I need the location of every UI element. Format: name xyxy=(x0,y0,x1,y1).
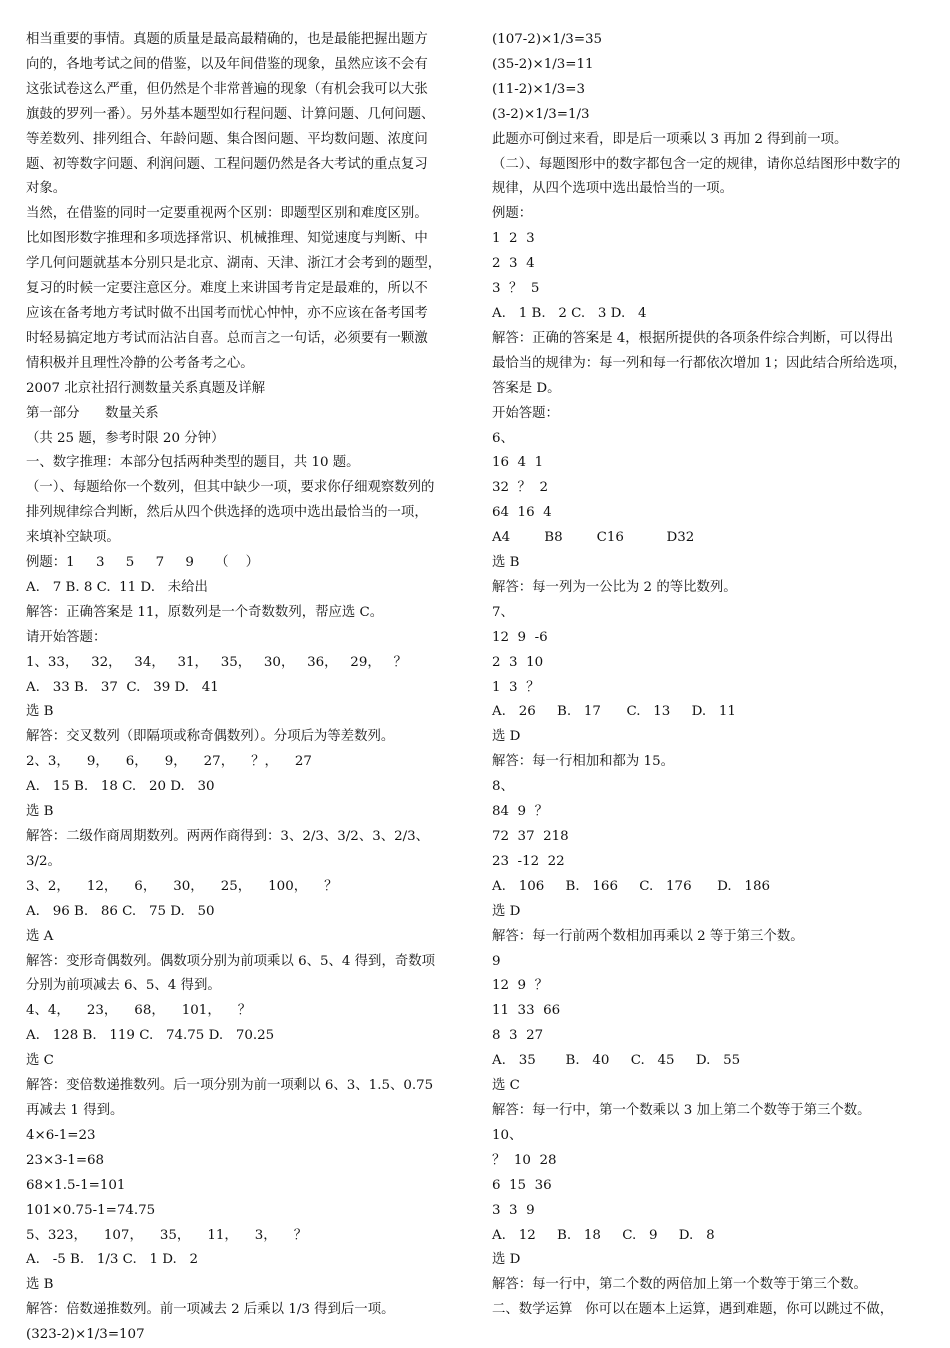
text-line: (107-2)×1/3=35 xyxy=(492,32,603,47)
text-line: 2 3 4 xyxy=(492,256,535,272)
text-line: 比如图形数字推理和多项选择常识、机械推理、知觉速度与判断、中 xyxy=(26,231,428,247)
text-line: 6 15 36 xyxy=(492,1177,552,1193)
text-line: 开始答题： xyxy=(492,405,559,421)
text-line: 11 33 66 xyxy=(492,1003,561,1019)
text-line: 此题亦可倒过来看，即是后一项乘以 3 再加 2 得到前一项。 xyxy=(492,131,848,147)
text-line: 12 9 -6 xyxy=(492,629,548,645)
text-line: 解答：正确答案是 11，原数列是一个奇数数列，帮应选 C。 xyxy=(26,604,384,620)
text-line: ？ 10 28 xyxy=(492,1152,557,1168)
text-line: 最恰当的规律为：每一列和每一行都依次增加 1；因此结合所给选项， xyxy=(492,355,907,371)
text-line: 101×0.75-1=74.75 xyxy=(26,1202,156,1218)
text-line: 1 2 3 xyxy=(492,231,535,247)
text-line: 10、 xyxy=(492,1127,523,1143)
text-line: 解答：变形奇偶数列。偶数项分别为前项乘以 6、5、4 得到，奇数项 xyxy=(26,953,436,969)
text-line: 例题：1 3 5 7 9 （ ） xyxy=(26,555,259,571)
text-line: 3 3 9 xyxy=(492,1202,535,1218)
text-line: 5、323， 107， 35， 11， 3， ？ xyxy=(26,1227,308,1243)
text-line: (3-2)×1/3=1/3 xyxy=(492,106,590,122)
text-line: A. 106 B. 166 C. 176 D. 186 xyxy=(492,878,770,894)
text-line: 1 3 ？ xyxy=(492,679,540,695)
text-line: 例题： xyxy=(492,206,533,222)
text-line: 旗鼓的罗列一番）。另外基本题型如行程问题、计算问题、几何问题、 xyxy=(26,106,435,122)
text-line: A. 26 B. 17 C. 13 D. 11 xyxy=(492,704,736,720)
text-line: 对象。 xyxy=(26,181,67,197)
text-line: 选 B xyxy=(26,804,54,820)
text-line: A. 96 B. 86 C. 75 D. 50 xyxy=(26,903,215,919)
text-line: 当然，在借鉴的同时一定要重视两个区别：即题型区别和难度区别。 xyxy=(26,206,428,222)
text-line: 分别为前项减去 6、5、4 得到。 xyxy=(26,978,221,994)
text-line: 12 9 ？ xyxy=(492,978,548,994)
text-line: 84 9 ？ xyxy=(492,804,548,820)
text-line: 这张试卷这么严重，但仍然是个非常普遍的现象（有机会我可以大张 xyxy=(26,81,428,97)
text-line: 来填补空缺项。 xyxy=(26,530,120,546)
text-line: A. 128 B. 119 C. 74.75 D. 70.25 xyxy=(26,1028,275,1044)
text-line: 选 D xyxy=(492,903,521,919)
text-line: 4、4， 23， 68， 101， ？ xyxy=(26,1003,252,1019)
text-line: 2、3， 9， 6， 9， 27， ？， 27 xyxy=(26,754,312,770)
text-line: 规律，从四个选项中选出最恰当的一项。 xyxy=(492,181,734,197)
text-line: 3 ？ 5 xyxy=(492,281,540,297)
text-line: 选 B xyxy=(492,555,520,571)
text-line: 选 B xyxy=(26,704,54,720)
text-line: 解答：正确的答案是 4，根据所提供的各项条件综合判断，可以得出 xyxy=(492,330,894,346)
text-line: 选 D xyxy=(492,729,521,745)
text-line: 向的，各地考试之间的借鉴，以及年间借鉴的现象，虽然应该不会有 xyxy=(26,56,428,72)
text-line: 题、初等数字问题、利润问题、工程问题仍然是各大考试的重点复习 xyxy=(26,156,428,172)
text-line: 9 xyxy=(492,953,501,969)
left-column xyxy=(26,28,462,1348)
text-line: 时轻易搞定地方考试而沾沾自喜。总而言之一句话，必须要有一颗激 xyxy=(26,330,428,346)
text-line: 请开始答题： xyxy=(26,629,107,645)
text-line: 一、数字推理：本部分包括两种类型的题目，共 10 题。 xyxy=(26,455,360,471)
text-line: 二、数学运算 你可以在题本上运算，遇到难题，你可以跳过不做， xyxy=(492,1302,894,1318)
text-line: 16 4 1 xyxy=(492,455,544,471)
text-line: （一）、每题给你一个数列，但其中缺少一项，要求你仔细观察数列的 xyxy=(26,480,435,496)
text-line: 解答：每一行中，第一个数乘以 3 加上第二个数等于第三个数。 xyxy=(492,1102,871,1118)
text-line: 解答：变倍数递推数列。后一项分别为前一项剩以 6、3、1.5、0.75 xyxy=(26,1078,434,1094)
text-line: A. 1 B. 2 C. 3 D. 4 xyxy=(492,305,647,321)
text-line: A. 15 B. 18 C. 20 D. 30 xyxy=(26,779,215,795)
text-line: 解答：每一行中，第二个数的两倍加上第一个数等于第三个数。 xyxy=(492,1277,867,1293)
text-line: 解答：倍数递推数列。前一项减去 2 后乘以 1/3 得到后一项。 xyxy=(26,1302,395,1318)
text-line: 应该在备考地方考试时做不出国考而忧心忡忡，亦不应该在备考国考 xyxy=(26,305,428,321)
text-line: 选 C xyxy=(26,1053,54,1069)
text-line: （共 25 题，参考时限 20 分钟） xyxy=(26,430,225,446)
text-line: A. 35 B. 40 C. 45 D. 55 xyxy=(492,1053,741,1069)
text-line: (35-2)×1/3=11 xyxy=(492,56,594,72)
text-line: 解答：每一行前两个数相加再乘以 2 等于第三个数。 xyxy=(492,928,804,944)
text-line: 解答：每一行相加和都为 15。 xyxy=(492,754,674,770)
text-line: 3、2， 12， 6， 30， 25， 100， ？ xyxy=(26,878,338,894)
text-line: 23 -12 22 xyxy=(492,853,565,869)
text-line: 64 16 4 xyxy=(492,505,552,521)
text-line: 复习的时候一定要注意区分。难度上来讲国考肯定是最难的，所以不 xyxy=(26,281,428,297)
text-line: （二）、每题图形中的数字都包含一定的规律，请你总结图形中数字的 xyxy=(492,156,901,172)
text-line: 6、 xyxy=(492,430,514,446)
text-line: 4×6-1=23 xyxy=(26,1127,96,1143)
text-line: 第一部分 数量关系 xyxy=(26,405,159,421)
text-line: 答案是 D。 xyxy=(492,380,561,396)
text-line: 8 3 27 xyxy=(492,1028,544,1044)
text-line: 2 3 10 xyxy=(492,654,544,670)
text-line: 选 B xyxy=(26,1277,54,1293)
text-line: (11-2)×1/3=3 xyxy=(492,81,586,97)
text-line: 解答：二级作商周期数列。两两作商得到：3、2/3、3/2、3、2/3、3/2。 xyxy=(26,829,430,869)
text-line: A. 33 B. 37 C. 39 D. 41 xyxy=(26,679,219,695)
text-line: A. -5 B. 1/3 C. 1 D. 2 xyxy=(26,1252,199,1268)
text-line: 1、33， 32， 34， 31， 35， 30， 36， 29， ？ xyxy=(26,654,407,670)
text-line: 再减去 1 得到。 xyxy=(26,1102,124,1118)
text-line: 解答：每一列为一公比为 2 的等比数列。 xyxy=(492,579,737,595)
text-line: 选 A xyxy=(26,928,54,944)
text-line: A. 12 B. 18 C. 9 D. 8 xyxy=(492,1227,715,1243)
text-line: 68×1.5-1=101 xyxy=(26,1177,126,1193)
text-line: 72 37 218 xyxy=(492,829,569,844)
text-line: (323-2)×1/3=107 xyxy=(26,1327,145,1343)
text-line: 情积极并且理性冷静的公考备考之心。 xyxy=(26,355,254,371)
text-line: 选 C xyxy=(492,1078,520,1094)
text-line: 学几何问题就基本分别只是北京、湖南、天津、浙江才会考到的题型， xyxy=(26,256,442,272)
text-line: A. 7 B. 8 C. 11 D. 未给出 xyxy=(26,579,208,595)
text-line: 相当重要的事情。真题的质量是最高最精确的，也是最能把握出题方 xyxy=(26,32,428,47)
text-line: 32 ？ 2 xyxy=(492,480,548,496)
text-line: 选 D xyxy=(492,1252,521,1268)
right-column xyxy=(492,28,928,1323)
text-line: 2007 北京社招行测数量关系真题及详解 xyxy=(26,380,266,396)
text-line: 23×3-1=68 xyxy=(26,1152,105,1168)
text-line: A4 B8 C16 D32 xyxy=(492,530,695,546)
text-line: 7、 xyxy=(492,604,514,620)
text-line: 等差数列、排列组合、年龄问题、集合图问题、平均数问题、浓度问 xyxy=(26,131,428,147)
text-line: 8、 xyxy=(492,779,514,795)
text-line: 排列规律综合判断，然后从四个供选择的选项中选出最恰当的一项， xyxy=(26,505,428,521)
text-line: 解答：交叉数列（即隔项或称奇偶数列）。分项后为等差数列。 xyxy=(26,729,395,745)
